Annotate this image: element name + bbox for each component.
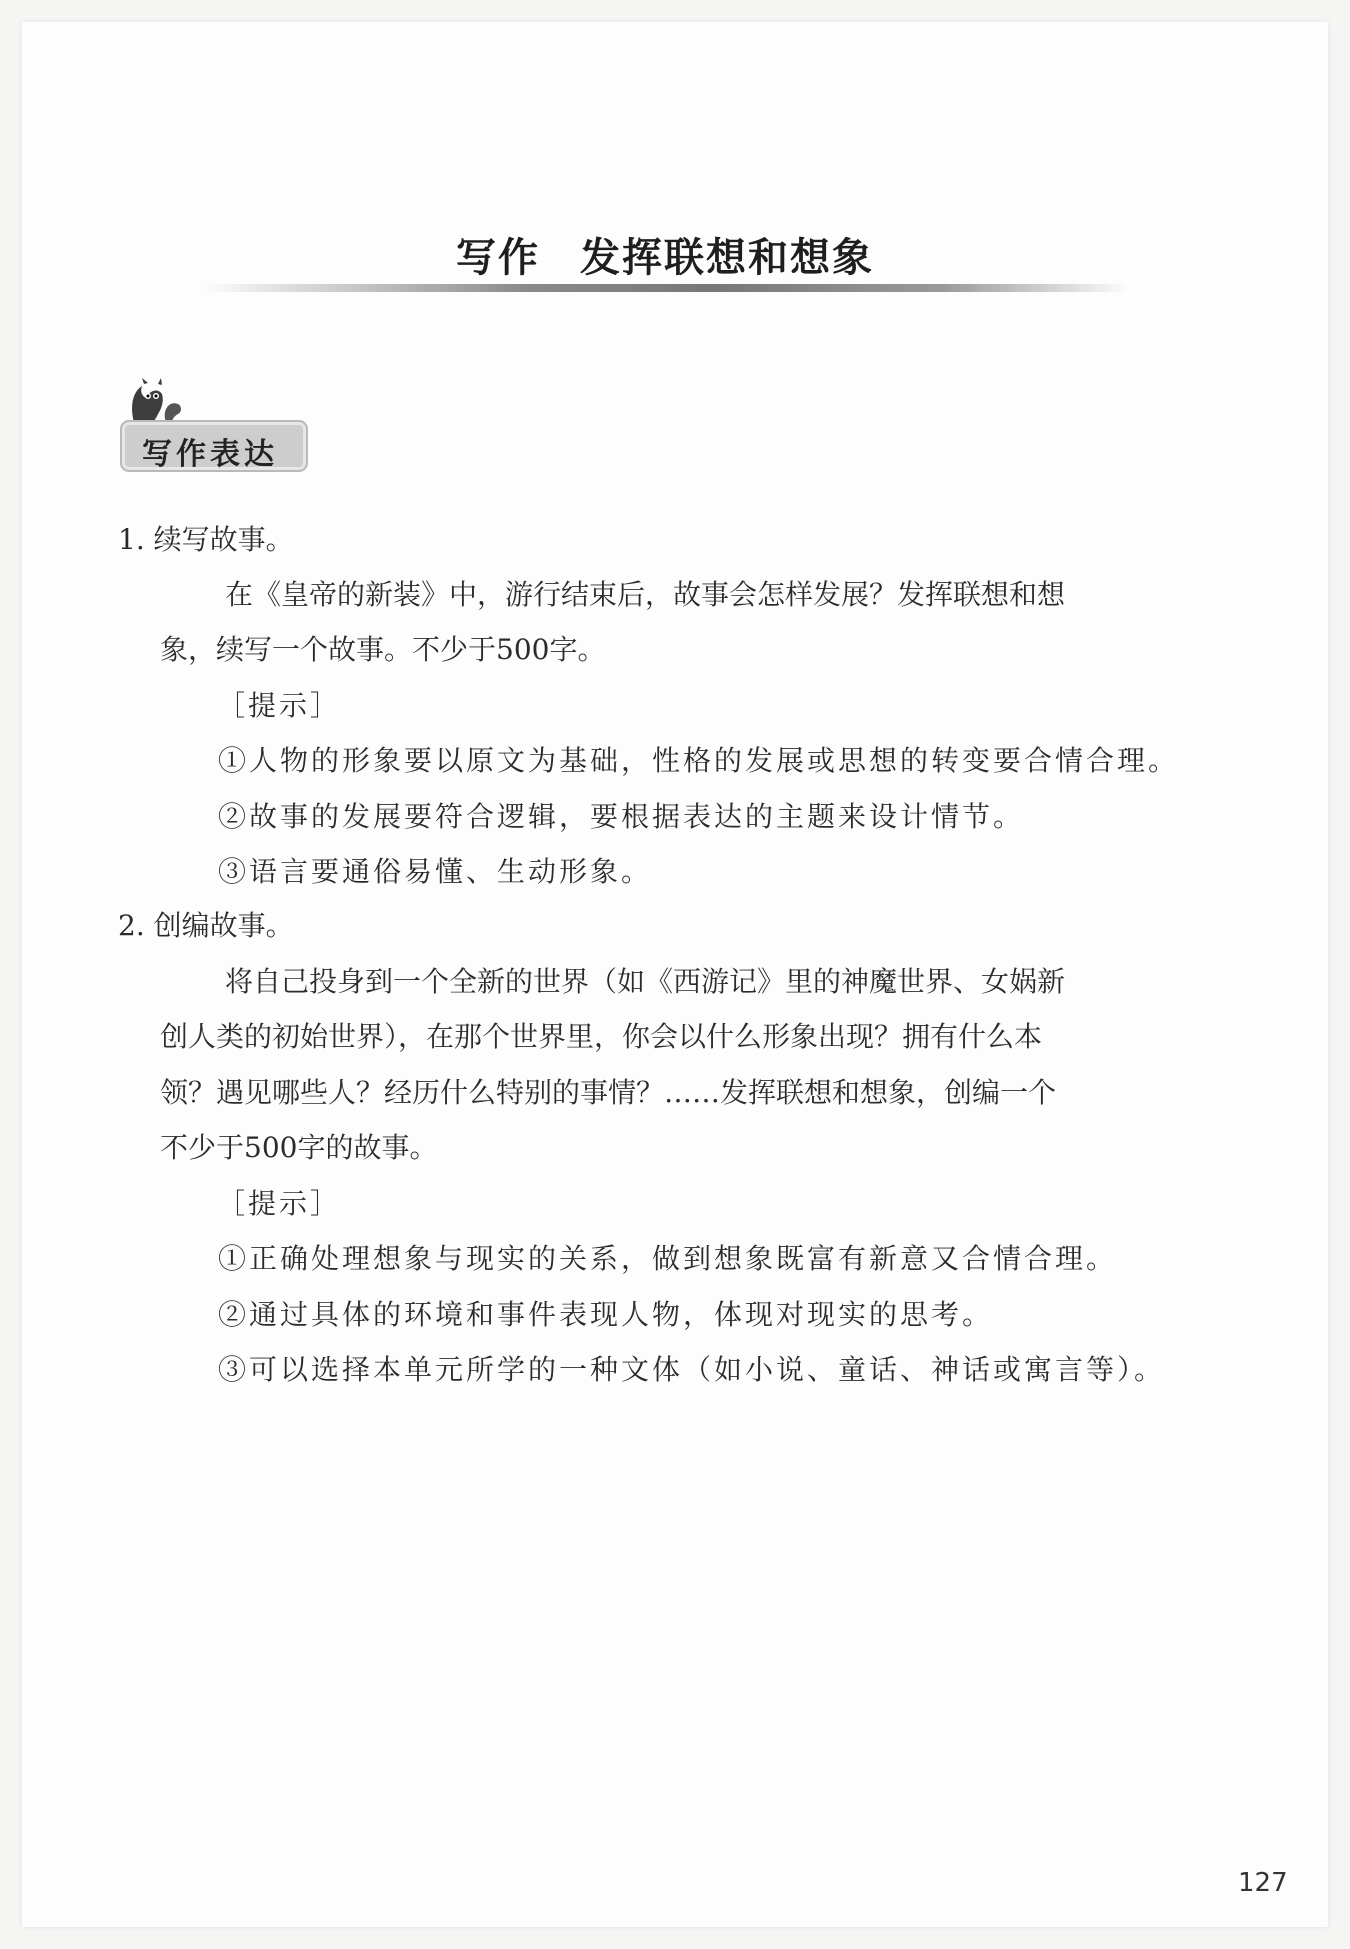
title-part-2: 发挥联想和想象 — [580, 235, 874, 281]
task-2-hint-label: ［提示］ — [217, 1187, 342, 1220]
task-1-hint-3: ③语言要通俗易懂、生动形象。 — [218, 855, 653, 888]
task-2-body-line-4: 不少于500字的故事。 — [160, 1131, 438, 1164]
task-1-hint-2: ②故事的发展要符合逻辑，要根据表达的主题来设计情节。 — [218, 800, 1025, 833]
title-underline — [200, 284, 1130, 292]
page-number: 127 — [1238, 1868, 1288, 1898]
task-2-body-line-1: 将自己投身到一个全新的世界（如《西游记》里的神魔世界、女娲新 — [225, 965, 1066, 998]
section-badge-label: 写作表达 — [142, 437, 278, 472]
task-2-hint-2: ②通过具体的环境和事件表现人物，体现对现实的思考。 — [218, 1298, 994, 1331]
task-2-heading: 2. 创编故事。 — [118, 909, 294, 942]
section-badge — [120, 420, 308, 472]
task-1-hint-1: ①人物的形象要以原文为基础，性格的发展或思想的转变要合情合理。 — [218, 744, 1180, 777]
task-1-heading: 1. 续写故事。 — [118, 523, 294, 556]
task-1-body-line-1: 在《皇帝的新装》中，游行结束后，故事会怎样发展？发挥联想和想 — [225, 578, 1066, 611]
page-title — [0, 226, 1330, 283]
task-2-hint-3: ③可以选择本单元所学的一种文体（如小说、童话、神话或寓言等）。 — [218, 1353, 1166, 1386]
squirrel-mascot-icon — [128, 378, 184, 424]
task-1-hint-label: ［提示］ — [217, 689, 342, 722]
task-2-hint-1: ①正确处理想象与现实的关系，做到想象既富有新意又合情合理。 — [218, 1242, 1118, 1275]
title-part-1: 写作 — [456, 235, 540, 281]
task-2-body-line-2: 创人类的初始世界），在那个世界里，你会以什么形象出现？拥有什么本 — [160, 1020, 1043, 1053]
task-1-body-line-2: 象，续写一个故事。不少于500字。 — [160, 633, 606, 666]
task-2-body-line-3: 领？遇见哪些人？经历什么特别的事情？……发挥联想和想象，创编一个 — [160, 1076, 1057, 1109]
